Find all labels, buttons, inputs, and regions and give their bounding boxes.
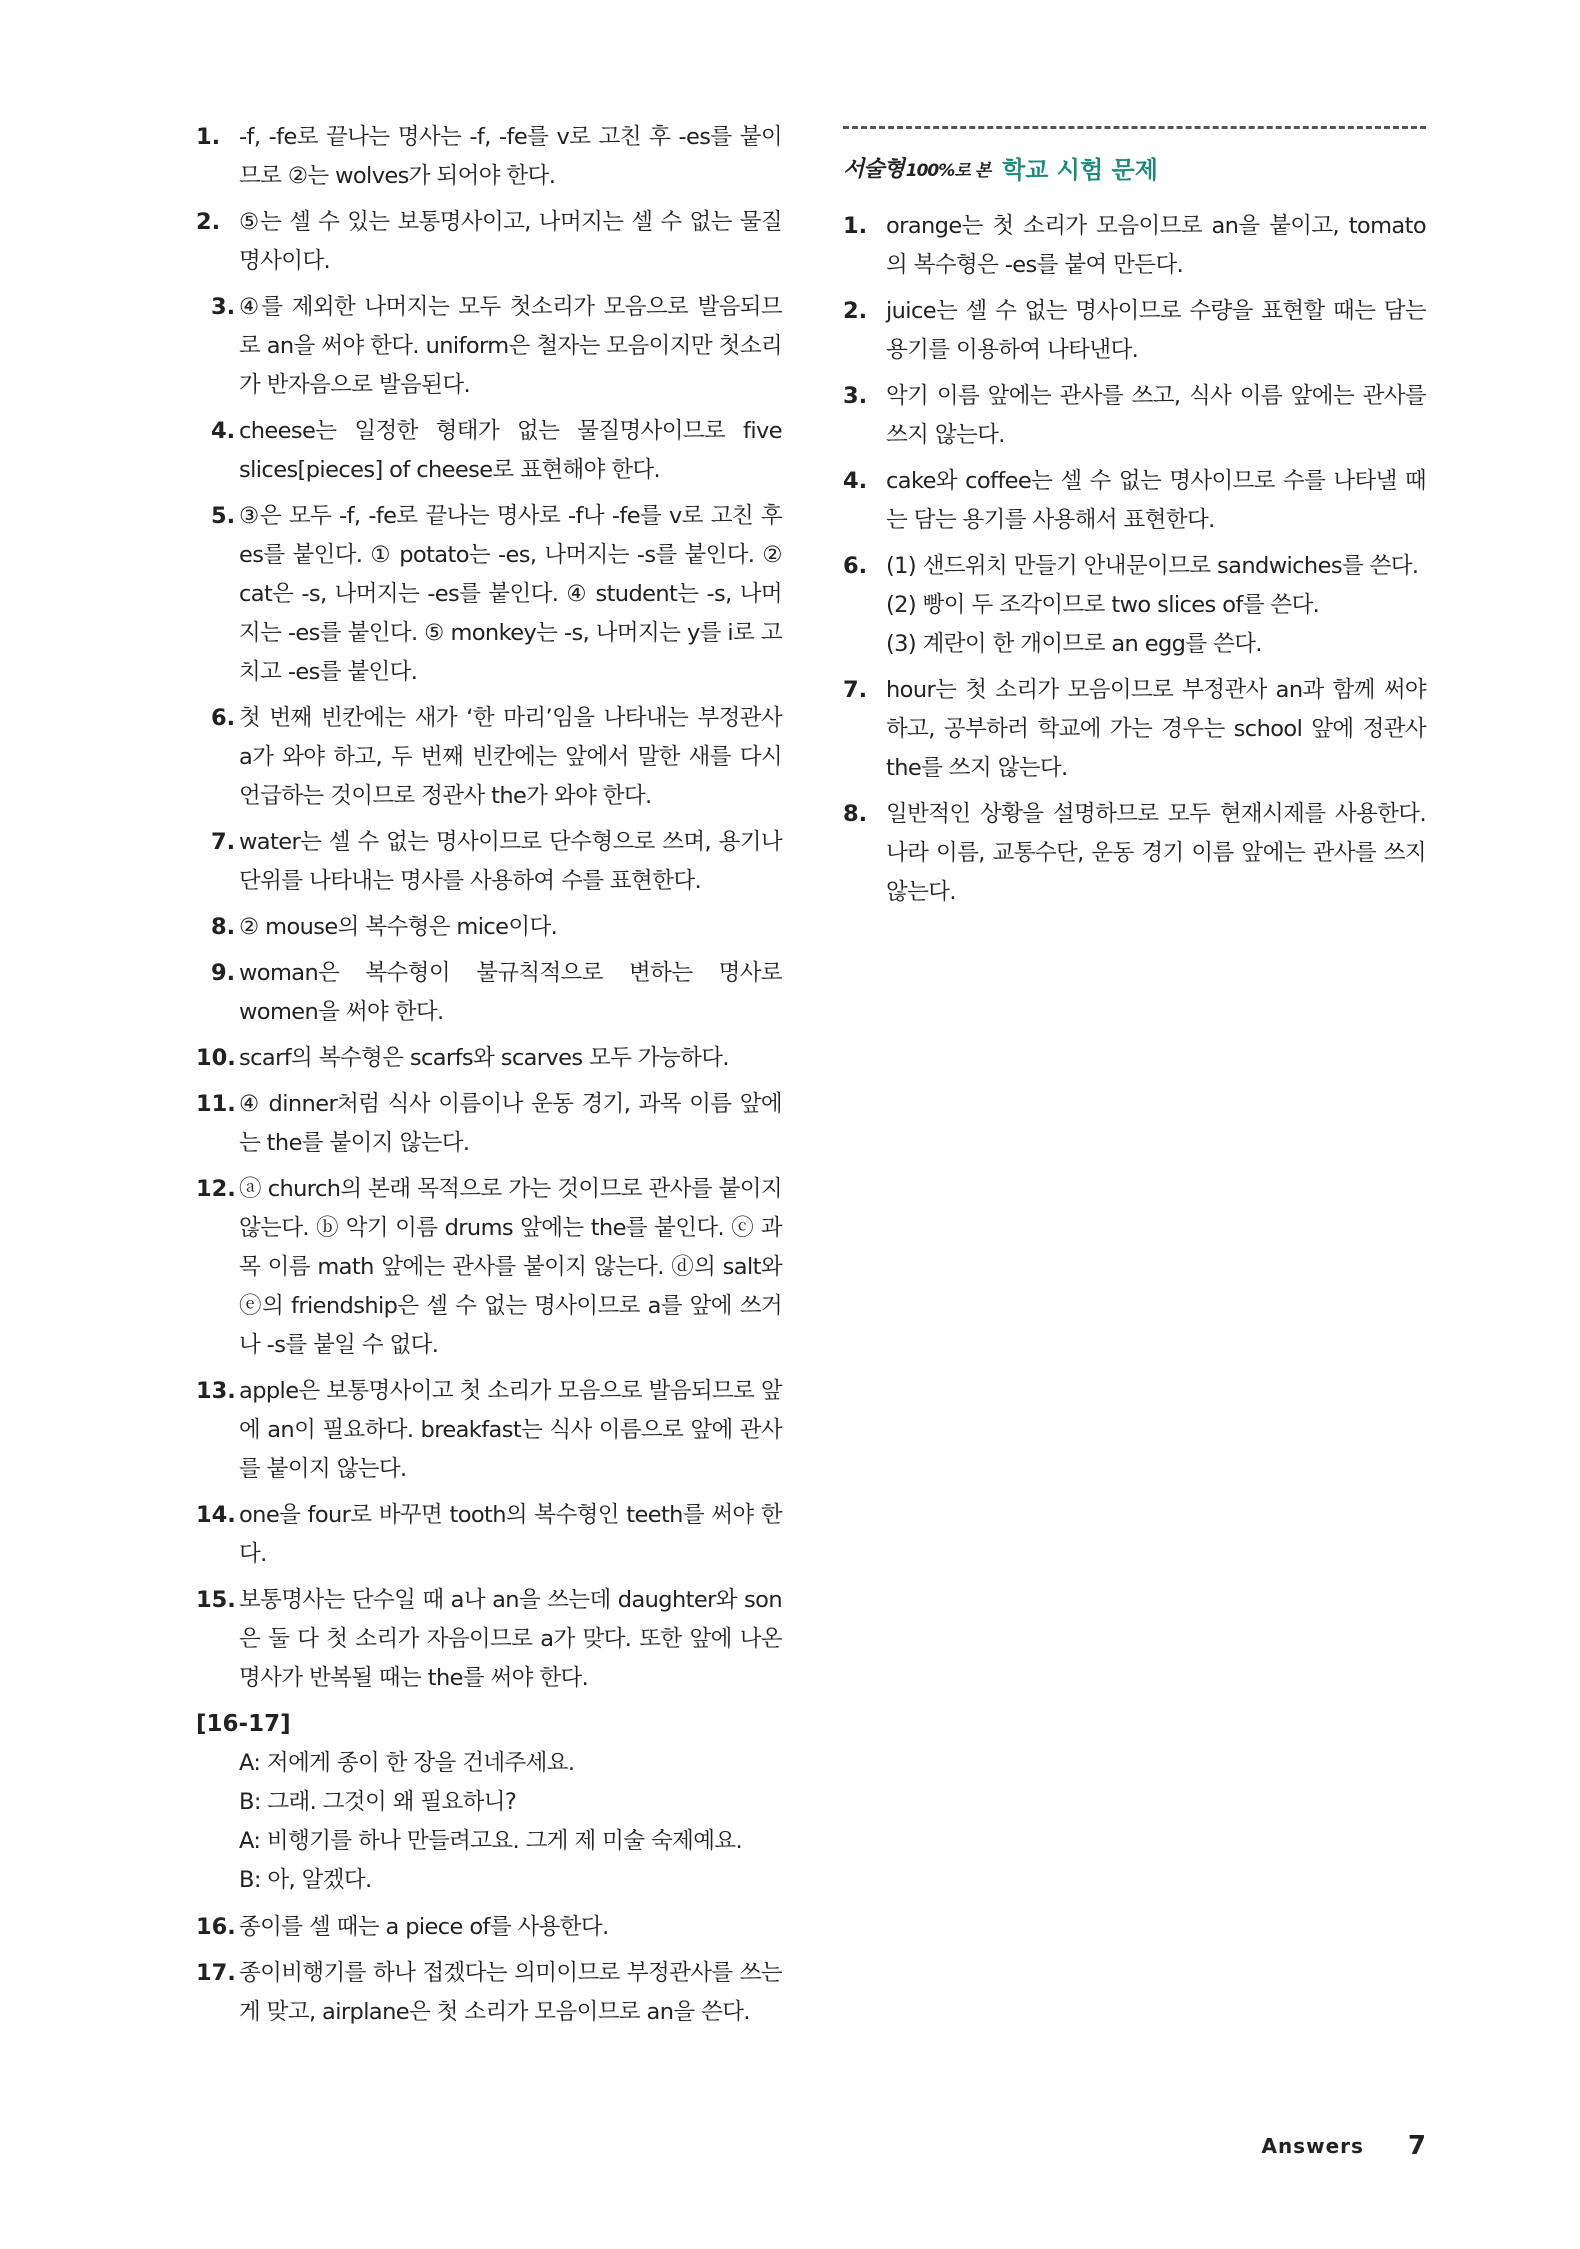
exam-text: 악기 이름 앞에는 관사를 쓰고, 식사 이름 앞에는 관사를 쓰지 않는다. <box>886 383 1426 448</box>
exam-item-8 <box>843 795 1426 912</box>
exam-number: 1. <box>843 213 868 239</box>
answer-number: 8. <box>211 914 236 940</box>
exam-number: 8. <box>843 801 868 827</box>
answer-number: 9. <box>211 960 236 986</box>
answer-item-12 <box>196 1170 782 1365</box>
answer-text: ④ dinner처럼 식사 이름이나 운동 경기, 과목 이름 앞에는 the를 붙이지 않는다. <box>239 1091 782 1156</box>
exam-text: hour는 첫 소리가 모음이므로 부정관사 an과 함께 써야 하고, 공부하러 학교에 가는 경우는 school 앞에 정관사 the를 쓰지 않는다. <box>886 677 1426 781</box>
section-header <box>843 147 1426 187</box>
answer-text: one을 four로 바꾸면 tooth의 복수형인 teeth를 써야 한다. <box>239 1502 782 1567</box>
dialogue-line: B: 아, 알겠다. <box>239 1867 372 1893</box>
exam-number: 4. <box>843 468 868 494</box>
right-column <box>843 118 1426 919</box>
footer-label: Answers <box>1261 2134 1364 2158</box>
exam-text: orange는 첫 소리가 모음이므로 an을 붙이고, tomato의 복수형은 -es를 붙여 만든다. <box>886 213 1426 278</box>
answer-number: 7. <box>211 829 236 855</box>
answer-item-4 <box>196 412 782 490</box>
answer-text: ⓐ church의 본래 목적으로 가는 것이므로 관사를 붙이지 않는다. ⓑ 악기 이름 drums 앞에는 the를 붙인다. ⓒ 과목 이름 math 앞에는 관사를 붙이지 않는다. ⓓ의 salt와 ⓔ의 friendship은 셀 수 없는 명사이므로 a를 앞에 쓰거나 -s를 붙일 수 없다. <box>239 1176 782 1358</box>
answer-number: 2. <box>196 209 221 235</box>
answer-text: scarf의 복수형은 scarfs와 scarves 모두 가능하다. <box>239 1045 729 1071</box>
answer-number: 14. <box>196 1502 236 1528</box>
answer-item-3 <box>196 288 782 405</box>
exam-number: 6. <box>843 553 868 579</box>
answer-text: woman은 복수형이 불규칙적으로 변하는 명사로 women을 써야 한다. <box>239 960 782 1025</box>
exam-text: 일반적인 상황을 설명하므로 모두 현재시제를 사용한다. 나라 이름, 교통수단, 운동 경기 이름 앞에는 관사를 쓰지 않는다. <box>886 801 1426 905</box>
exam-item-2 <box>843 292 1426 370</box>
dialogue-line: A: 비행기를 하나 만들려고요. 그게 제 미술 숙제예요. <box>239 1828 743 1854</box>
answer-item-1 <box>196 118 782 196</box>
answer-item-13 <box>196 1372 782 1489</box>
answer-text: cheese는 일정한 형태가 없는 물질명사이므로 five slices[pieces] of cheese로 표현해야 한다. <box>239 418 782 483</box>
answer-number: 6. <box>211 705 236 731</box>
answer-number: 11. <box>196 1091 236 1117</box>
exam-item-6 <box>843 547 1426 664</box>
dialogue-line: B: 그래. 그것이 왜 필요하니? <box>239 1789 517 1815</box>
group-label: [16-17] <box>196 1711 291 1737</box>
answer-text: 보통명사는 단수일 때 a나 an을 쓰는데 daughter와 son은 둘 다 첫 소리가 자음이므로 a가 맞다. 또한 앞에 나온 명사가 반복될 때는 the를 써야 한다. <box>239 1587 782 1691</box>
exam-item-3 <box>843 377 1426 455</box>
section-badge <box>843 152 990 183</box>
answer-item-11 <box>196 1085 782 1163</box>
section-title: 학교 시험 문제 <box>1002 155 1158 184</box>
answer-number: 16. <box>196 1914 236 1940</box>
answer-number: 15. <box>196 1587 236 1613</box>
dialogue-line: A: 저에게 종이 한 장을 건네주세요. <box>239 1750 575 1776</box>
answer-item-7 <box>196 823 782 901</box>
left-column <box>196 118 782 2039</box>
answer-item-10 <box>196 1039 782 1078</box>
answer-text: ④를 제외한 나머지는 모두 첫소리가 모음으로 발음되므로 an을 써야 한다. uniform은 철자는 모음이지만 첫소리가 반자음으로 발음된다. <box>239 294 782 398</box>
dialogue <box>196 1744 782 1900</box>
answer-text: 첫 번째 빈칸에는 새가 ‘한 마리’임을 나타내는 부정관사 a가 와야 하고, 두 번째 빈칸에는 앞에서 말한 새를 다시 언급하는 것이므로 정관사 the가 와야 한다. <box>239 705 782 809</box>
answer-item-15 <box>196 1581 782 1698</box>
answer-text: ⑤는 셀 수 있는 보통명사이고, 나머지는 셀 수 없는 물질명사이다. <box>239 209 782 274</box>
answer-item-6 <box>196 699 782 816</box>
exam-number: 7. <box>843 677 868 703</box>
answer-text: -f, -fe로 끝나는 명사는 -f, -fe를 v로 고친 후 -es를 붙이므로 ②는 wolves가 되어야 한다. <box>239 124 782 189</box>
answer-item-2 <box>196 203 782 281</box>
exam-item-1 <box>843 207 1426 285</box>
answer-text: ② mouse의 복수형은 mice이다. <box>239 914 558 940</box>
exam-item-7 <box>843 671 1426 788</box>
page-footer <box>1240 2126 1426 2166</box>
exam-text: juice는 셀 수 없는 명사이므로 수량을 표현할 때는 담는 용기를 이용하여 나타낸다. <box>886 298 1426 363</box>
answer-number: 1. <box>196 124 221 150</box>
exam-number: 3. <box>843 383 868 409</box>
answer-text: water는 셀 수 없는 명사이므로 단수형으로 쓰며, 용기나 단위를 나타내는 명사를 사용하여 수를 표현한다. <box>239 829 782 894</box>
answer-number: 12. <box>196 1176 236 1202</box>
exam-text: cake와 coffee는 셀 수 없는 명사이므로 수를 나타낼 때는 담는 용기를 사용해서 표현한다. <box>886 468 1426 533</box>
exam-subline: (3) 계란이 한 개이므로 an egg를 쓴다. <box>886 631 1262 657</box>
answer-text: ③은 모두 -f, -fe로 끝나는 명사로 -f나 -fe를 v로 고친 후 es를 붙인다. ① potato는 -es, 나머지는 -s를 붙인다. ② cat은 -s, 나머지는 -es를 붙인다. ④ student는 -s, 나머지는 -es를 붙인다. ⑤ monkey는 -s, 나머지는 y를 i로 고치고 -es를 붙인다. <box>239 503 782 685</box>
answer-item-9 <box>196 954 782 1032</box>
badge-main: 서술형 <box>843 156 904 182</box>
answer-number: 17. <box>196 1960 236 1986</box>
exam-item-4 <box>843 462 1426 540</box>
answer-number: 5. <box>211 503 236 529</box>
exam-number: 2. <box>843 298 868 324</box>
answer-text: apple은 보통명사이고 첫 소리가 모음으로 발음되므로 앞에 an이 필요하다. breakfast는 식사 이름으로 앞에 관사를 붙이지 않는다. <box>239 1378 782 1482</box>
page-number: 7 <box>1407 2131 1426 2161</box>
answer-item-14 <box>196 1496 782 1574</box>
exam-subline: (2) 빵이 두 조각이므로 two slices of를 쓴다. <box>886 592 1320 618</box>
answer-item-5 <box>196 497 782 692</box>
answer-number: 13. <box>196 1378 236 1404</box>
exam-subline: (1) 샌드위치 만들기 안내문이므로 sandwiches를 쓴다. <box>886 553 1419 579</box>
answer-item-16 <box>196 1908 782 1947</box>
dashed-divider <box>843 126 1426 129</box>
badge-small: 100%로 본 <box>905 160 991 181</box>
answer-number: 3. <box>211 294 236 320</box>
answer-item-8 <box>196 908 782 947</box>
answer-number: 10. <box>196 1045 236 1071</box>
answer-text: 종이를 셀 때는 a piece of를 사용한다. <box>239 1914 609 1940</box>
answer-item-17 <box>196 1954 782 2032</box>
answer-number: 4. <box>211 418 236 444</box>
answer-text: 종이비행기를 하나 접겠다는 의미이므로 부정관사를 쓰는 게 맞고, airplane은 첫 소리가 모음이므로 an을 쓴다. <box>239 1960 782 2025</box>
